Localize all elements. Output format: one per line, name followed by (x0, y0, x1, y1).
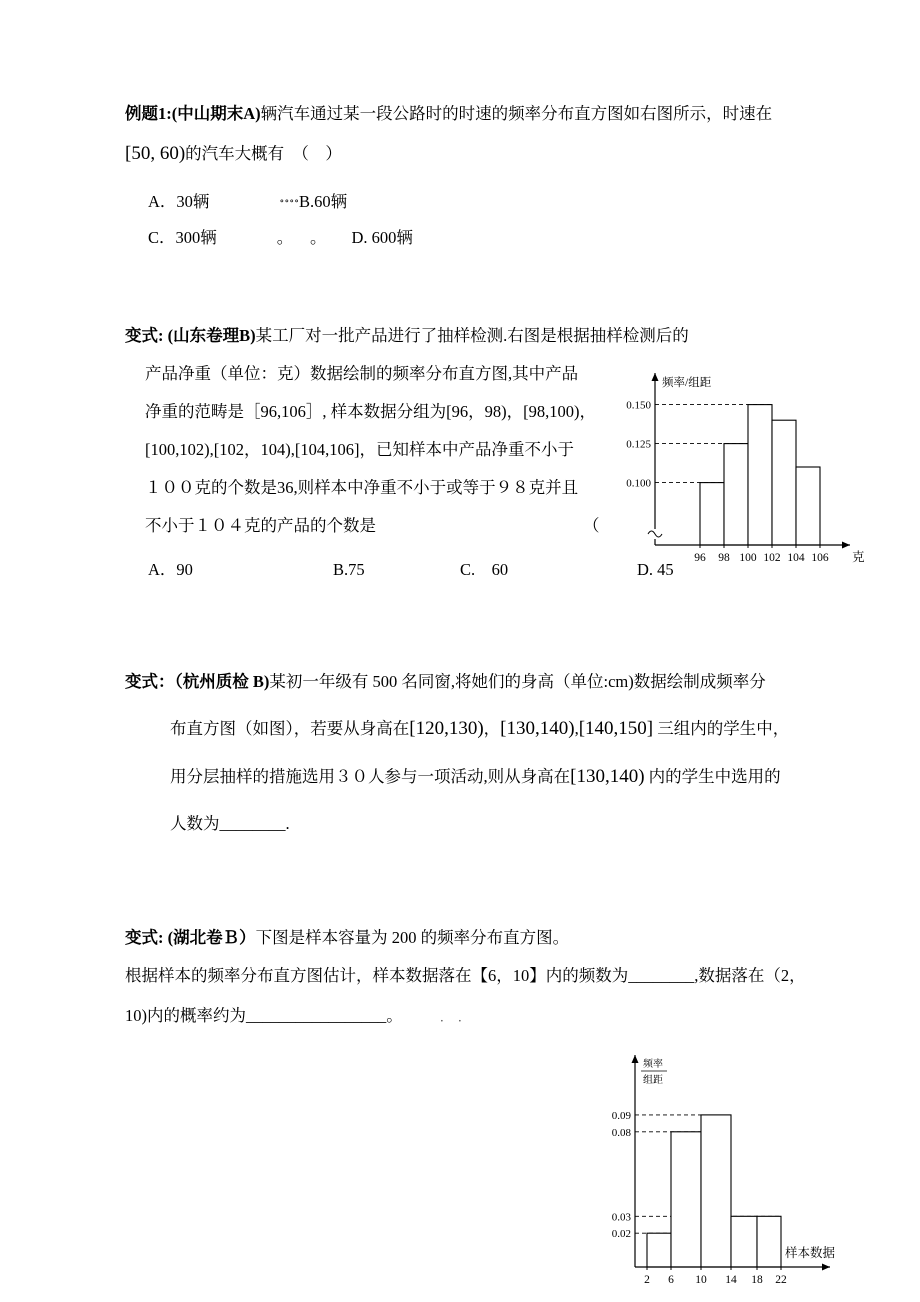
p1-option-b: B.60辆 (299, 192, 348, 211)
problem1-options-cd (148, 228, 413, 248)
svg-text:样本数据: 样本数据 (785, 1246, 836, 1260)
problem4-line1-text: 下图是样本容量为 200 的频率分布直方图。 (255, 928, 570, 947)
problem1-line2 (125, 143, 342, 166)
svg-text:0.02: 0.02 (611, 1228, 631, 1241)
p1-option-a: A．30辆 (148, 192, 210, 211)
problem2-line6: 不小于１０４克的产品的个数是 (145, 516, 376, 535)
svg-text:0.09: 0.09 (611, 1109, 631, 1122)
p3-interval-3: [140,150] (578, 718, 654, 739)
p1-separator-1: 。 (276, 228, 286, 247)
problem1-options-ab (148, 192, 347, 212)
problem2-line4: [100,102),[102，104),[104,106]，已知样本中产品净重不小于 (145, 440, 574, 459)
problem2-line1-text: 某工厂对一批产品进行了抽样检测.右图是根据抽样检测后的 (255, 326, 689, 345)
problem1-line1-text: 辆汽车通过某一段公路时的时速的频率分布直方图如右图所示，时速在 (260, 104, 773, 123)
p3-line2-post: 三组内的学生中， (653, 719, 790, 738)
svg-text:克: 克 (852, 550, 865, 564)
svg-text:106: 106 (811, 552, 829, 564)
problem1-interval: [50, 60) (125, 143, 186, 164)
problem4-line2: 根据样本的频率分布直方图估计，样本数据落在【6，10】内的频数为________,数据落在（2， (125, 966, 806, 985)
svg-text:98: 98 (718, 552, 730, 564)
problem2-line5: １００克的个数是36,则样本中净重不小于或等于９８克并且 (145, 478, 579, 497)
svg-text:18: 18 (751, 1274, 763, 1286)
svg-text:组距: 组距 (643, 1075, 663, 1086)
svg-text:0.08: 0.08 (611, 1126, 631, 1139)
p3-interval-1: [120,130) (409, 718, 484, 739)
problem1-line2-text: 的汽车大概有 （ ） (185, 144, 342, 163)
svg-text:14: 14 (725, 1274, 737, 1286)
svg-text:22: 22 (775, 1274, 787, 1286)
svg-text:2: 2 (644, 1274, 650, 1286)
svg-text:0.150: 0.150 (626, 399, 651, 412)
svg-text:6: 6 (668, 1274, 674, 1286)
problem4-line1 (125, 928, 569, 948)
svg-text:104: 104 (787, 552, 805, 564)
p1-option-b-prefix: ∘∘∘∘ (279, 196, 300, 207)
p2-option-d: D. 45 (637, 560, 674, 579)
problem1-line1 (125, 104, 772, 124)
svg-text:0.03: 0.03 (611, 1211, 631, 1224)
p1-option-d: D. 600辆 (351, 228, 413, 247)
p3-interval-4: [130,140) (570, 766, 645, 787)
p1-separator-2: 。 (310, 228, 327, 247)
p3-comma-2: , (574, 719, 579, 738)
problem3-line4: 人数为________. (170, 814, 290, 833)
p1-option-c: C．300辆 (148, 228, 217, 247)
svg-text:102: 102 (763, 552, 781, 564)
p2-option-c: C. 60 (460, 560, 509, 579)
svg-text:100: 100 (739, 552, 757, 564)
p3-comma-1: ， (483, 719, 501, 738)
p2-option-b: B.75 (333, 560, 365, 579)
problem4-dots: ． ． (440, 1010, 471, 1024)
problem3-line1 (125, 672, 766, 692)
histogram-sample-data (595, 1045, 855, 1295)
p3-line3-post: 内的学生中选用的 (644, 767, 781, 786)
problem2-line1 (125, 326, 689, 346)
problem2-heading: 变式: (山东卷理B) (125, 326, 256, 345)
problem2-line3: 净重的范畴是［96,106］, 样本数据分组为[96，98)，[98,100)， (145, 402, 596, 421)
problem3-line2 (170, 718, 789, 741)
problem4-heading: 变式: (湖北卷Ｂ） (125, 928, 256, 947)
svg-text:10: 10 (695, 1274, 707, 1286)
svg-text:频率/组距: 频率/组距 (662, 377, 712, 389)
svg-text:频率: 频率 (643, 1059, 663, 1070)
svg-text:96: 96 (694, 552, 706, 564)
svg-text:0.125: 0.125 (626, 438, 651, 451)
svg-text:0.100: 0.100 (626, 477, 651, 490)
histogram-product-weight (600, 365, 880, 575)
problem1-heading: 例题1:(中山期末A) (125, 104, 261, 123)
p3-line2-pre: 布直方图（如图），若要从身高在 (170, 719, 410, 738)
p3-interval-2: [130,140) (500, 718, 575, 739)
problem2-line2: 产品净重（单位：克）数据绘制的频率分布直方图,其中产品 (145, 364, 579, 383)
p3-line3-pre: 用分层抽样的措施选用３０人参与一项活动,则从身高在 (170, 767, 571, 786)
problem3-line1-text: 某初一年级有 500 名同窗,将她们的身高（单位:cm)数据绘制成频率分 (269, 672, 766, 691)
problem3-line3 (170, 766, 781, 789)
problem4-line3: 10)内的概率约为_________________。 (125, 1006, 403, 1025)
problem3-heading: 变式：（杭州质检 B) (125, 672, 270, 691)
p2-option-a: A．90 (148, 560, 193, 579)
problem2-paren: （ (583, 516, 600, 535)
